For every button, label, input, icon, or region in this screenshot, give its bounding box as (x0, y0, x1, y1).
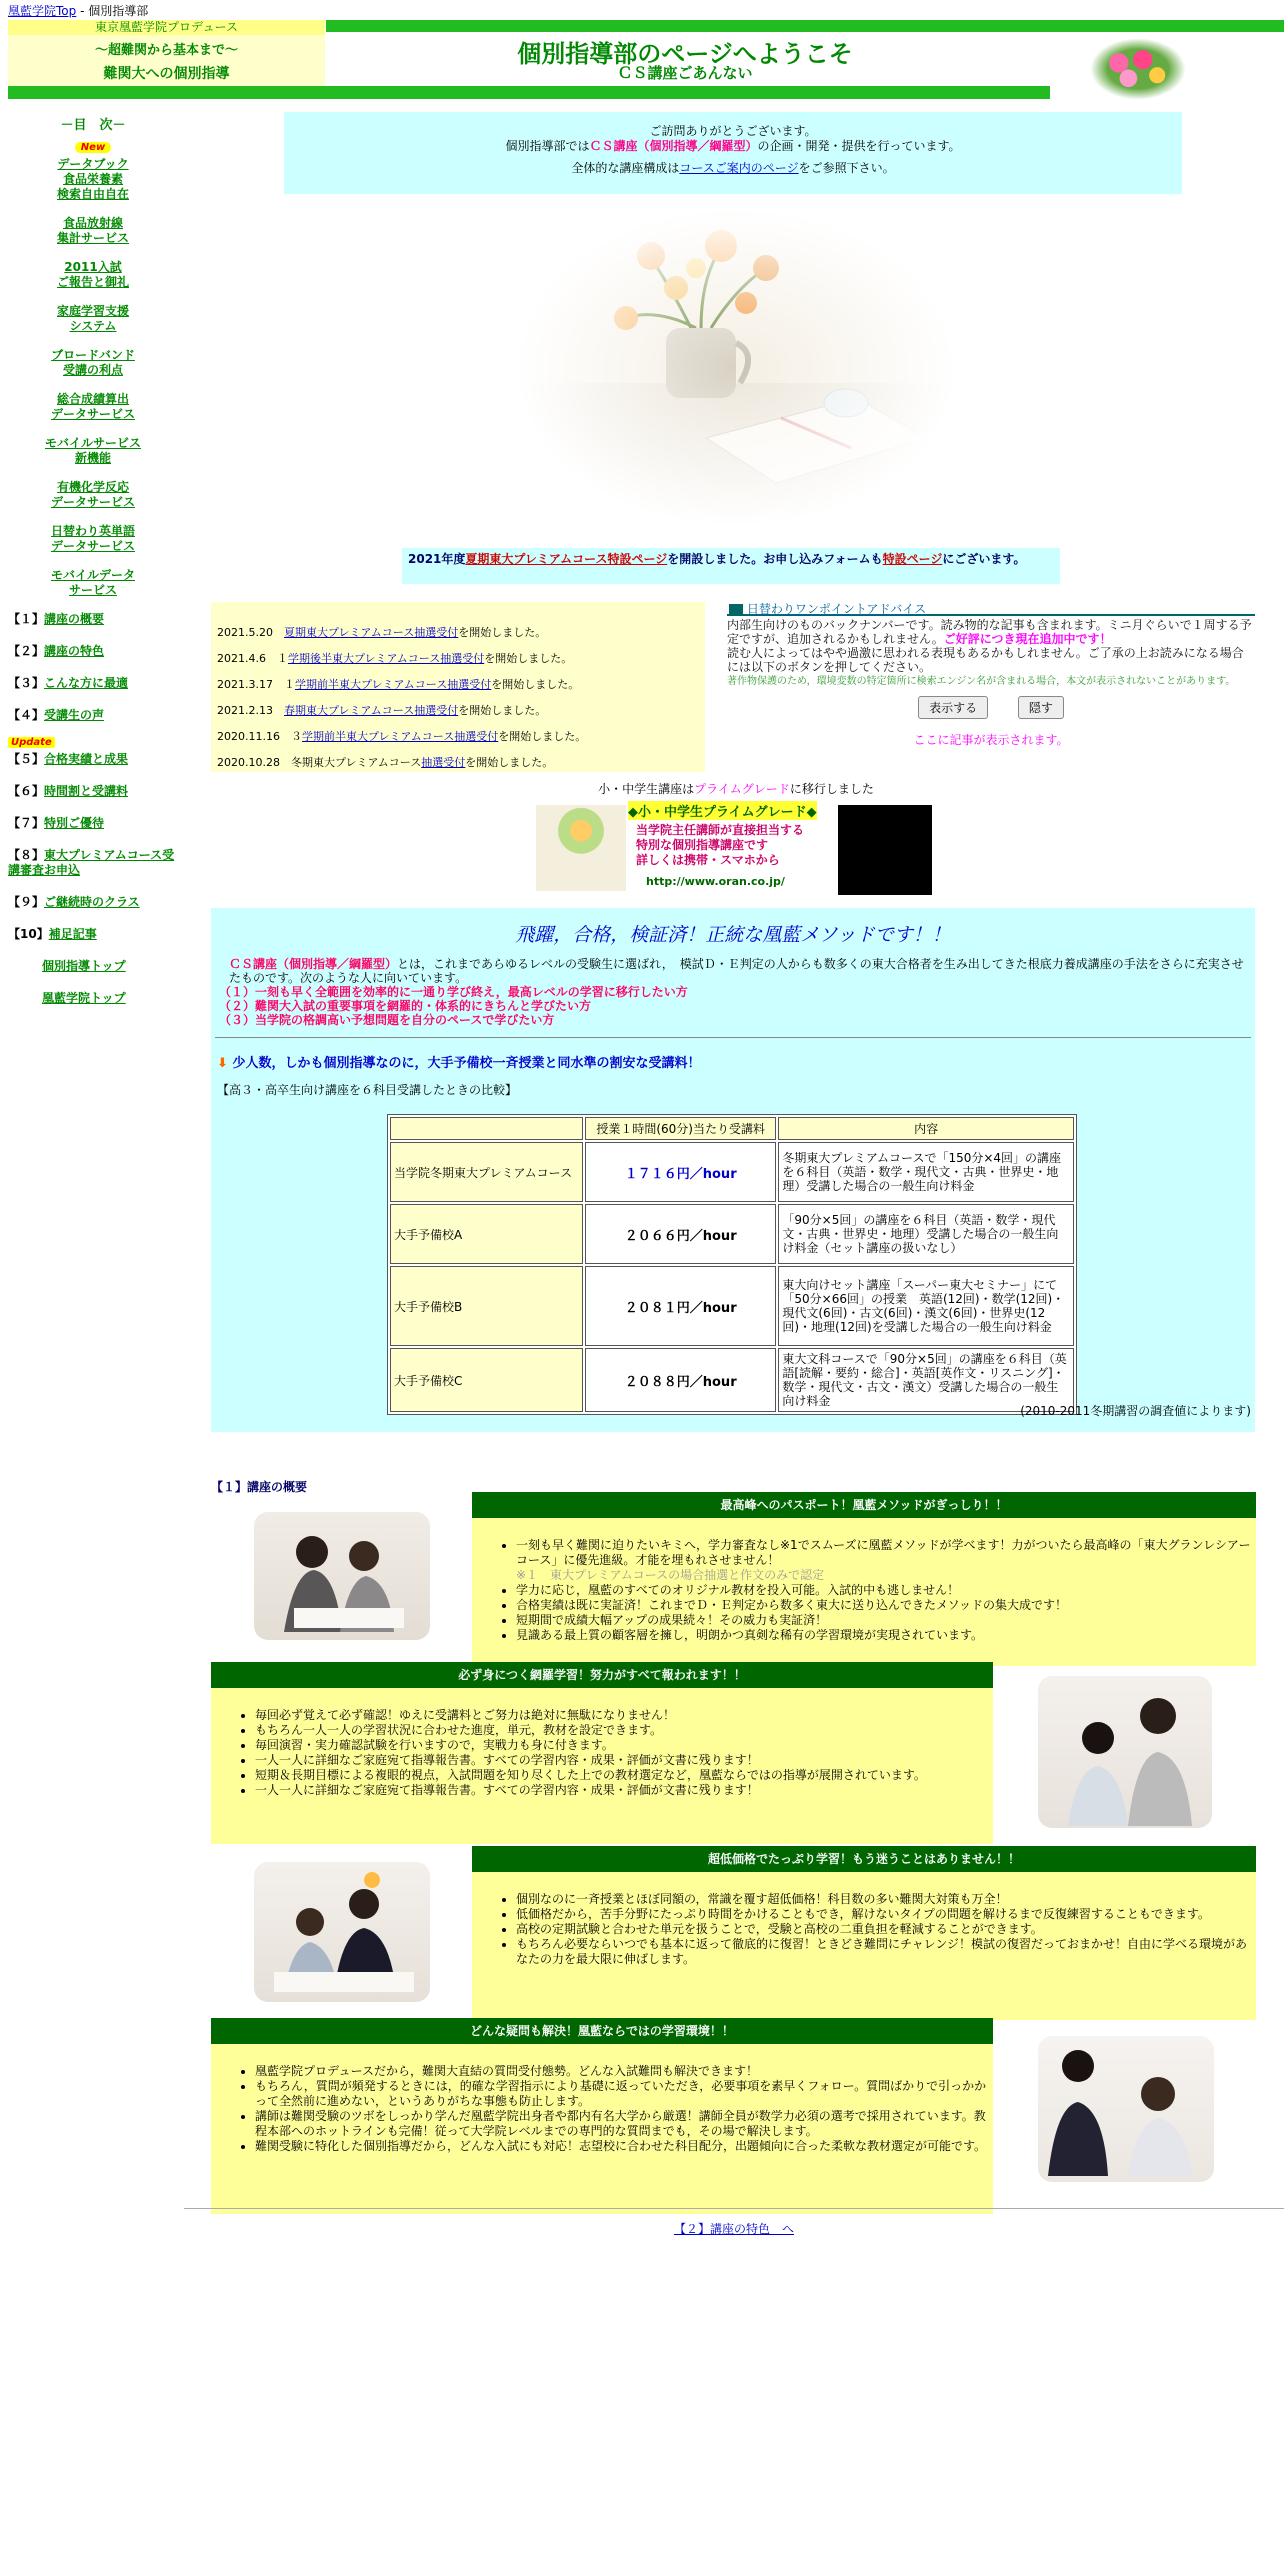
sidebar-service-link[interactable]: 有機化学反応 データサービス (50, 480, 135, 509)
target-point: （１）一刻も早く全範囲を効率的に一通り学び終え，最高レベルの学習に移行したい方 (219, 985, 688, 999)
block-coverage: 必ず身につく網羅学習！努力がすべて報われます！！ • 毎回必ず覚えて必ず確認！ゆえに受講料とご努力は絶対に無駄になりません！ • もちろん一人一人の学習状況に合わせた進度，単元，教材を設定できます。 • 毎回演習・実力確認試験を行いますので，実戦力も身に付きます。 • 一人一人に詳細なご家庭宛て指導報告書。すべての学習内容・成果・評価が文書に残ります！ • 短期＆長期目標による複眼的視点，入試問題を知り尽くした上での教材選定など，凰藍ならではの指導が展開されています。 • 一人一人に詳細なご家庭宛て指導報告書。すべての学習内容・成果・評価が文書に残ります！ (211, 1662, 993, 1844)
class-photo-3 (254, 1862, 430, 2002)
table-header-cell: 授業１時間(60分)当たり受講料 (585, 1117, 776, 1140)
show-article-button[interactable]: 表示する (918, 696, 988, 719)
toc-link[interactable]: 時間割と受講料 (44, 784, 129, 798)
news-item: 2021.2.13 春期東大プレミアムコース抽選受付を開始しました。 (217, 704, 547, 717)
feature-item: • 見識ある最上質の顧客層を擁し，明朗かつ真剣な稀有の学習環境が実現されています。 (516, 1628, 1256, 1643)
summer-premium-link[interactable]: 夏期東大プレミアムコース特設ページ (465, 552, 668, 566)
header-branding (8, 20, 325, 88)
section1-heading: 【１】講座の概要 (211, 1480, 308, 1494)
toc-link[interactable]: 補足記事 (48, 927, 97, 941)
feature-item: • 凰藍学院プロデュースだから，難関大直結の質問受付態勢。どんな入試難問も解決できます！ (255, 2064, 993, 2079)
feature-item: • 短期間で成績大幅アップの成果続々！その威力も実証済！ (516, 1613, 1256, 1628)
sidebar-service-item (8, 348, 178, 378)
prime-grade-banner[interactable]: ◆小・中学生プライムグレード◆ 当学院主任講師が直接担当する 特別な個別指導講座です 詳しくは携帯・スマホから http://www.oran.co.jp/ (536, 799, 936, 895)
welcome-box: ご訪問ありがとうございます。 個別指導部ではＣＳ講座（個別指導／綱羅型）の企画・開発・提供を行っています。 全体的な講座構成はコースご案内のページをご参照下さい。 (284, 112, 1182, 194)
feature-item: • 毎回演習・実力確認試験を行いますので，実戦力も身に付きます。 (255, 1738, 993, 1753)
news-link[interactable]: 夏期東大プレミアムコース抽選受付 (283, 626, 459, 639)
feature-item: • 個別なのに一斉授業とほぼ同額の，常識を覆す超低価格！科目数の多い難関大対策も万全！ (516, 1892, 1256, 1907)
special-page-link[interactable]: 特設ページ (882, 552, 943, 566)
arrow-down-icon: ⬇ (217, 1056, 228, 1071)
class-photo-2 (1038, 1676, 1212, 1828)
feature-item: • 学力に応じ，凰藍のすべてのオリジナル教材を投入可能。入試的中も逃しません！ (516, 1583, 1256, 1598)
news-item: 2020.10.28 冬期東大プレミアムコース抽選受付を開始しました。 (217, 756, 554, 769)
toc-link[interactable]: 東大プレミアムコース受講審査お申込 (8, 848, 175, 877)
table-row: 大手予備校C ２０８８円／hour 東大文科コースで「90分×5回」の講座を６科目（英語[読解・要約・総合]・英語[英作文・リスニング]・数学・現代文・古文・漢文）受講した場合の一般生向け料金 (390, 1348, 1074, 1412)
toc-link[interactable]: こんな方に最適 (44, 676, 129, 690)
news-link[interactable]: 抽選受付 (421, 756, 466, 769)
price-comparison-table (387, 1114, 1077, 1415)
child-course-notice: 小・中学生講座はプライムグレードに移行しました ◆小・中学生プライムグレード◆ 当学院主任講師が直接担当する 特別な個別指導講座です 詳しくは携帯・スマホから http://www.oran.co.jp/ (536, 780, 936, 895)
table-header-cell: 内容 (778, 1117, 1074, 1140)
feature-item: • もちろん，質問が頻発するときには，的確な学習指示により基礎に返っていただき，必要事項を素早くフォロー。質問ばかりで引っかかって全然前に進めない，というありがちな事態も防止します。 (255, 2079, 993, 2109)
sidebar-service-link[interactable]: 総合成績算出 データサービス (50, 392, 135, 421)
sidebar-service-item (8, 260, 178, 290)
sidebar-service-item (8, 392, 178, 422)
news-item: 2021.5.20 夏期東大プレミアムコース抽選受付を開始しました。 (217, 626, 547, 639)
toc-item: 【９】ご継続時のクラス (8, 895, 140, 909)
news-item: 2021.3.17 １学期前半東大プレミアムコース抽選受付を開始しました。 (217, 678, 580, 691)
feature-item: • 短期＆長期目標による複眼的視点，入試問題を知り尽くした上での教材選定など，凰藍ならではの指導が展開されています。 (255, 1768, 993, 1783)
toc-link[interactable]: 受講生の声 (44, 708, 105, 722)
summary-title: 飛躍，合格，検証済！正統な凰藍メソッドです！！ (515, 924, 951, 946)
news-date: 2020.10.28 (217, 756, 280, 769)
hide-article-button[interactable]: 隠す (1018, 696, 1064, 719)
cs-course-summary: 飛躍，合格，検証済！正統な凰藍メソッドです！！ ＣＳ講座（個別指導／綱羅型）とは，これまであらゆるレベルの受験生に選ばれ， 模試Ｄ・Ｅ判定の人からも数多くの東大合格者を生み出してきた根底力養成講座の手法をさらに充実させたものです。次のような人に向いています。 （１）一刻も早く全範囲を効率的に一通り学び終え，最高レベルの学習に移行したい方 （２）難関大入試の重要事項を網羅的・体系的にきちんと学びたい方 （３）当学院の格調高い予想問題を自分のペースで学びたい方 ⬇ 少人数，しかも個別指導なのに，大手予備校一斉授業と同水準の割安な受講料！ 【高３・高卒生向け講座を６科目受講したときの比較】 授業１時間(60分)当たり受講料 内容 当学院冬期東大プレミアムコース １７１６円／hour 冬期東大プレミアムコースで「150分×4回」の講座を６科目（英語・数学・現代文・古典・世界史・地理）受講した場合の一般生向け料金 大手予備校A ２０６６円／hour 「90分×5回」の講座を６科目（英語・数学・現代文・古典・世界史・地理）受講した場合の一般生向け料金（セット講座の扱いなし） 大手予備校B ２０８１円／hour 東大向けセット講座「スーパー東大セミナー」にて「50分×66回」の授業 英語(12回)・数学(12回)・現代文(6回)・古文(6回)・漢文(6回)・世界史(12回)・地理(12回)を受講した場合の一般生向け料金 大手予備校C ２０８８円／hour 東大文科コースで「90分×5回」の講座を６科目（英語[読解・要約・総合]・英語[英作文・リスニング]・数学・現代文・古文・漢文）受講した場合の一般生向け料金 (2010-2011冬期講習の調査値によります) (211, 908, 1255, 1432)
target-point: （３）当学院の格調高い予想問題を自分のペースで学びたい方 (219, 1013, 555, 1027)
toc-link[interactable]: 合格実績と成果 (44, 752, 129, 766)
tips-panel: 日替わりワンポイントアドバイス 内部生向けのものバックナンバーです。読み物的な記事も含まれます。ミニ月ぐらいで１周する予定ですが、追加されるかもしれません。ご好評につき現在追加中です！ 読む人によってはやや過激に思われる表現もあるかもしれません。ご了承の上お読みになる場合には以下のボタンを押してください。 著作物保護のため，環境変数の特定箇所に検索エンジン名が含まれる場合，本文が表示されないことがあります。 表示する 隠す ここに記事が表示されます。 (727, 600, 1255, 748)
toc-item: 【１】講座の概要 (8, 612, 105, 626)
target-point: （２）難関大入試の重要事項を網羅的・体系的にきちんと学びたい方 (219, 999, 592, 1013)
feature-item: ※１ 東大プレミアムコースの場合抽選と作文のみで認定 (516, 1568, 825, 1582)
table-row: 大手予備校A ２０６６円／hour 「90分×5回」の講座を６科目（英語・数学・現代文・古典・世界史・地理）受講した場合の一般生向け料金（セット講座の扱いなし） (390, 1204, 1074, 1264)
new-badge: New (75, 142, 111, 153)
news-link[interactable]: 学期前半東大プレミアムコース抽選受付 (301, 730, 499, 743)
sidebar-service-link[interactable]: データブック 食品栄養素 検索自由自在 (56, 157, 129, 201)
feature-item: • 難関受験に特化した個別指導だから，どんな入試にも対応！志望校に合わせた科目配分，出題傾向に合った柔軟な教材選定が可能です。 (255, 2139, 993, 2154)
feature-item: • 一刻も早く難関に迫りたいキミへ，学力審査なし※1でスムーズに凰藍メソッドが学べます！力がついたら最高峰の「東大グランレシアーコース」に優先進級。才能を埋もれさせません！ (516, 1538, 1256, 1568)
sidebar-service-item (8, 568, 178, 598)
sidebar-service-link[interactable]: モバイルサービス 新機能 (44, 436, 141, 465)
tips-heading-icon (729, 604, 743, 616)
sidebar-bottom-link[interactable]: 凰藍学院トップ (42, 991, 126, 1005)
feature-item: • 合格実績は既に実証済！これまでＤ・Ｅ判定から数多く東大に送り込んできたメソッドの集大成です！ (516, 1598, 1256, 1613)
sidebar-heading: －目 次－ (60, 118, 126, 133)
sidebar-service-link[interactable]: 家庭学習支援 システム (56, 304, 129, 333)
announcement-banner: 2021年度夏期東大プレミアムコース特設ページを開設しました。お申し込みフォームも特設ページにございます。 (402, 548, 1060, 584)
news-list (211, 602, 705, 772)
sidebar-service-link[interactable]: 食品放射線 集計サービス (56, 216, 129, 245)
qr-code-icon (838, 805, 932, 895)
news-item: 2020.11.16 ３学期前半東大プレミアムコース抽選受付を開始しました。 (217, 730, 587, 743)
block-low-price: 超低価格でたっぷり学習！もう迷うことはありません！！ • 個別なのに一斉授業とほぼ同額の，常識を覆す超低価格！科目数の多い難関大対策も万全！ • 低価格だから，苦手分野にたっぷり時間をかけることもでき，解けないタイプの問題を解けるまで反復練習することもできます。 • 高校の定期試験と合わせた単元を扱うことで，受験と高校の二重負担を軽減することができます。 • もちろん必要ならいつでも基本に返って徹底的に復習！ときどき難問にチャレンジ！模試の復習だっておまかせ！自由に学べる環境があなたの力を最大限に伸ばします。 (472, 1846, 1256, 2020)
sidebar-service-item (8, 157, 178, 202)
produce-label: 東京凰藍学院プロデュース (8, 20, 325, 35)
news-link[interactable]: 学期前半東大プレミアムコース抽選受付 (294, 678, 492, 691)
breadcrumb-current: 個別指導部 (88, 4, 149, 18)
article-placeholder: ここに記事が表示されます。 (913, 733, 1069, 747)
news-date: 2020.11.16 (217, 730, 280, 743)
feature-item: • 一人一人に詳細なご家庭宛て指導報告書。すべての学習内容・成果・評価が文書に残ります！ (255, 1783, 993, 1798)
feature-item: • 講師は難関受験のツボをしっかり学んだ凰藍学院出身者や都内有名大学から厳選！講師全員が数学力必須の選考で採用されています。教程本部へのホットラインも完備！従って大学院レベルまでの専門的な質問までも，その場で解決します。 (255, 2109, 993, 2139)
toc-item: 【３】こんな方に最適 (8, 676, 129, 690)
toc-link[interactable]: 特別ご優待 (44, 816, 105, 830)
page-title: 個別指導部のページへようこそ (517, 39, 853, 68)
class-photo-4 (1038, 2036, 1214, 2182)
sidebar-service-link[interactable]: モバイルデータ サービス (50, 568, 135, 597)
page-subtitle: ＣＳ講座ごあんない (617, 64, 753, 82)
sidebar-service-link[interactable]: 2011入試 ご報告と御礼 (56, 260, 129, 289)
table-header-cell (390, 1117, 583, 1140)
update-badge: Update (8, 737, 55, 748)
feature-item: • もちろん一人一人の学習状況に合わせた進度，単元，教材を設定できます。 (255, 1723, 993, 1738)
news-link[interactable]: 学期後半東大プレミアムコース抽選受付 (287, 652, 485, 665)
toc-item: 【７】特別ご優待 (8, 816, 105, 830)
sidebar-service-item (8, 216, 178, 246)
banner-flower-icon (536, 805, 626, 891)
feature-item: • 一人一人に詳細なご家庭宛て指導報告書。すべての学習内容・成果・評価が文書に残ります！ (255, 1753, 993, 1768)
toc-item: 【６】時間割と受講料 (8, 784, 129, 798)
header-bar-top (326, 20, 1284, 32)
sidebar-bottom-link[interactable]: 個別指導トップ (42, 959, 126, 973)
tagline-main: 難関大への個別指導 (103, 66, 230, 82)
sidebar-service-link[interactable]: ブロードバンド 受講の利点 (51, 348, 135, 377)
sidebar-service-item (8, 524, 178, 554)
toc-link[interactable]: 講座の概要 (44, 612, 105, 626)
feature-item: • 低価格だから，苦手分野にたっぷり時間をかけることもでき，解けないタイプの問題を解けるまで反復練習することもできます。 (516, 1907, 1256, 1922)
breadcrumb-top-link[interactable]: 凰藍学院Top (8, 4, 77, 18)
toc-item: 【５】合格実績と成果 (8, 752, 129, 766)
feature-item: • もちろん必要ならいつでも基本に返って徹底的に復習！ときどき難問にチャレンジ！模試の復習だっておまかせ！自由に学べる環境があなたの力を最大限に伸ばします。 (516, 1937, 1256, 1967)
toc-link[interactable]: 講座の特色 (44, 644, 105, 658)
class-photo-1 (254, 1512, 430, 1640)
table-row: 当学院冬期東大プレミアムコース １７１６円／hour 冬期東大プレミアムコースで「150分×4回」の講座を６科目（英語・数学・現代文・古典・世界史・地理）受講した場合の一般生向け料金 (390, 1142, 1074, 1202)
toc-item: 【10】補足記事 (8, 927, 97, 941)
news-item: 2021.4.6 １学期後半東大プレミアムコース抽選受付を開始しました。 (217, 652, 573, 665)
breadcrumb: 凰藍学院Top - 個別指導部 (8, 4, 149, 18)
flower-vase-photo (516, 208, 956, 526)
sidebar-service-item (8, 304, 178, 334)
feature-item: • 高校の定期試験と合わせた単元を扱うことで，受験と高校の二重負担を軽減することができます。 (516, 1922, 1256, 1937)
news-date: 2021.5.20 (217, 626, 273, 639)
feature-item: • 毎回必ず覚えて必ず確認！ゆえに受講料とご努力は絶対に無駄になりません！ (255, 1708, 993, 1723)
next-section-link[interactable]: 【２】講座の特色 へ (673, 2222, 794, 2236)
tagline: ～超難関から基本まで～ (94, 43, 238, 58)
toc-link[interactable]: ご継続時のクラス (44, 895, 140, 909)
section-divider (184, 2208, 1284, 2209)
sidebar (8, 114, 178, 1023)
news-date: 2021.4.6 (217, 652, 266, 665)
course-guide-link[interactable]: コースご案内のページ (679, 161, 799, 175)
table-row: 大手予備校B ２０８１円／hour 東大向けセット講座「スーパー東大セミナー」にて「50分×66回」の授業 英語(12回)・数学(12回)・現代文(6回)・古文(6回)・漢文(6回)・世界史(12回)・地理(12回)を受講した場合の一般生向け料金 (390, 1266, 1074, 1346)
block-questions: どんな疑問も解決！凰藍ならではの学習環境！！ • 凰藍学院プロデュースだから，難関大直結の質問受付態勢。どんな入試難問も解決できます！ • もちろん，質問が頻発するときには，的確な学習指示により基礎に返っていただき，必要事項を素早くフォロー。質問ばかりで引っかかって全然前に進めない，というありがちな事態も防止します。 • 講師は難関受験のツボをしっかり学んだ凰藍学院出身者や都内有名大学から厳選！講師全員が数学力必須の選考で採用されています。教程本部へのホットラインも完備！従って大学院レベルまでの専門的な質問までも，その場で解決します。 • 難関受験に特化した個別指導だから，どんな入試にも対応！志望校に合わせた科目配分，出題傾向に合った柔軟な教材選定が可能です。 (211, 2018, 993, 2214)
toc-item: 【４】受講生の声 (8, 708, 105, 722)
flower-bouquet-image (1090, 38, 1186, 100)
toc-item: 【８】東大プレミアムコース受講審査お申込 (8, 848, 175, 877)
news-link[interactable]: 春期東大プレミアムコース抽選受付 (283, 704, 459, 717)
toc-item: 【２】講座の特色 (8, 644, 105, 658)
news-date: 2021.2.13 (217, 704, 273, 717)
news-date: 2021.3.17 (217, 678, 273, 691)
sidebar-service-item (8, 480, 178, 510)
sidebar-service-link[interactable]: 日替わり英単語 データサービス (50, 524, 135, 553)
tips-heading[interactable]: 日替わりワンポイントアドバイス (746, 602, 927, 616)
sidebar-service-item (8, 436, 178, 466)
header-bar-bottom (8, 86, 1050, 99)
block-passport: 最高峰へのパスポート！凰藍メソッドがぎっしり！！ • 一刻も早く難関に迫りたいキミへ，学力審査なし※1でスムーズに凰藍メソッドが学べます！力がついたら最高峰の「東大グランレシアーコース」に優先進級。才能を埋もれさせません！ ※１ 東大プレミアムコースの場合抽選と作文のみで認定 • 学力に応じ，凰藍のすべてのオリジナル教材を投入可能。入試的中も逃しません！ • 合格実績は既に実証済！これまでＤ・Ｅ判定から数多く東大に送り込んできたメソッドの集大成です！ • 短期間で成績大幅アップの成果続々！その威力も実証済！ • 見識ある最上質の顧客層を擁し，明朗かつ真剣な稀有の学習環境が実現されています。 (472, 1492, 1256, 1666)
